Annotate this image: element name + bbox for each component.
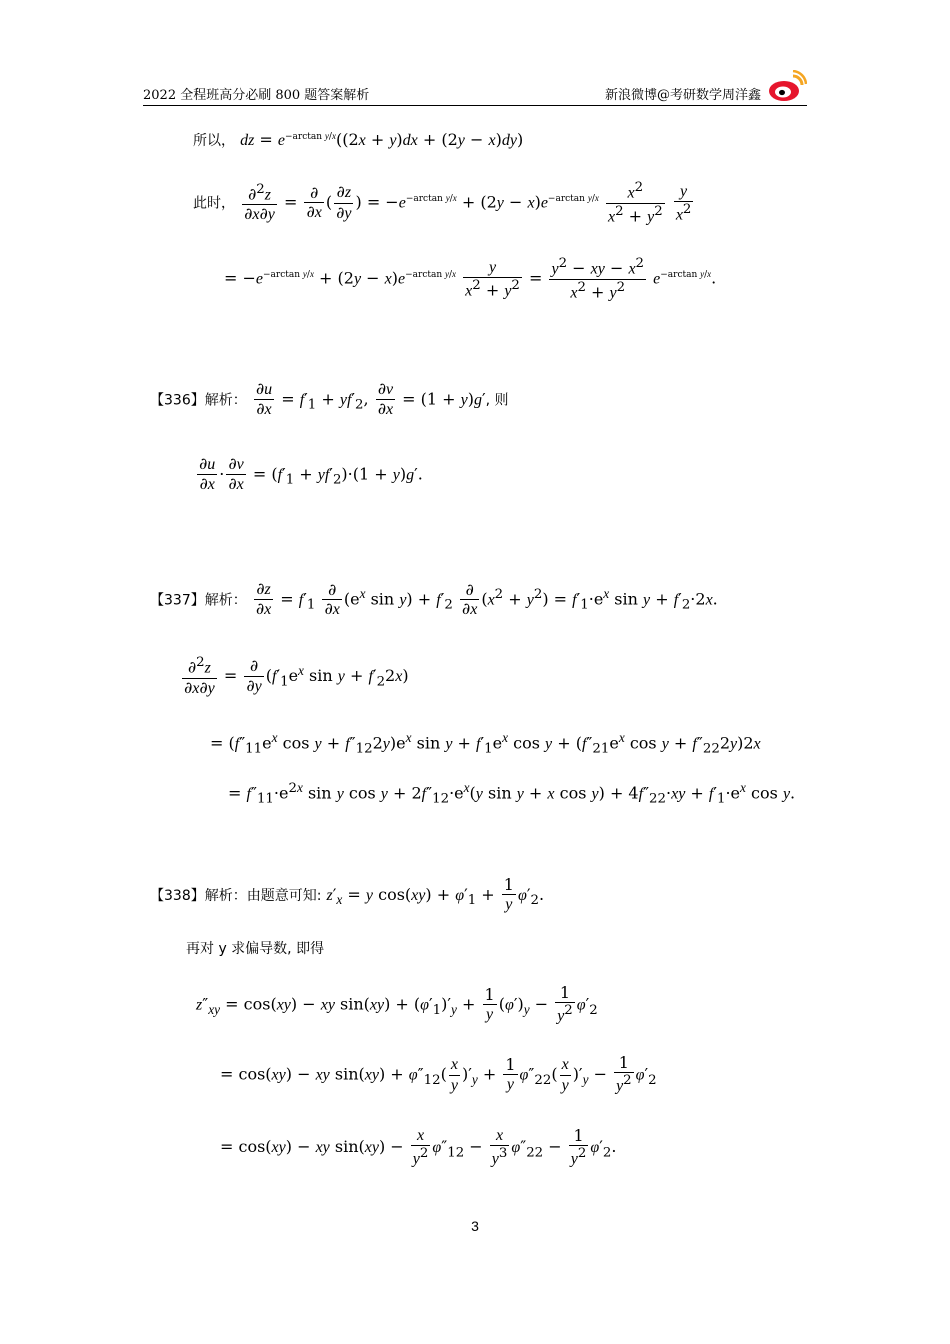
problem-338-label: 【338】解析：由题意可知: — [150, 887, 322, 904]
problem-338-line1: 【338】解析：由题意可知: $z'_x = y$ $\cos(xy) + \varphi'_1$ + $\frac{1}{y}$ $\varphi'_2$. — [150, 875, 545, 914]
header-title: 2022 全程班高分必刷 800 题答案解析 — [143, 88, 370, 103]
problem-337-line1: 【337】解析： $\frac{\partial z}{\partial x}$ = $f'_1$ $\frac{\partial}{\partial x}$ ($e^x$ $\sin y) + f'_2$ $\frac{\partial}{\partial x}$ $(x^2 + y^2) = f'_1\cdot e^x$ $\sin y + f'_2\cdot 2x$. — [150, 579, 718, 619]
problem-337-line4: = $f''_{11}\cdot e^{2x}$ sin y $\cos y + 2f''_{12}\cdot e^x(y$ sin y + x $\cos y) + 4f''_{22}\cdot xy + f'_1\cdot e^x$ cos y. — [228, 780, 796, 807]
problem-337-line2: $\frac{\partial^2z}{\partial x\partial y}$ = $\frac{\partial}{\partial y}$ ($f'_1e^x$ $\sin y + f'_22x$) — [184, 655, 409, 697]
eq-335-second-derivative: 此时， $\frac{\partial^2z}{\partial x\partial y}$ = $\frac{\partial}{\partial x}$ ( $\frac{\partial z}{\partial y}$ ) = $-e^{-arctan y/x} + (2y - x)e^{-arctan y/x}$ $\frac{x^2}{x^2 + y^2}$ $\frac{y}{x^2}$ — [193, 180, 692, 226]
problem-338-line2: $z''_{xy} = \cos(xy)$ − xy $\sin(xy) + (\varphi'_1)'_y$ + $\frac{1}{y}$ $(\varphi')_y$ − $\frac{1}{y^2}$ $\varphi'_2$ — [196, 983, 598, 1025]
page-header — [143, 80, 807, 106]
problem-338-note: 再对 y 求偏导数, 即得 — [186, 941, 325, 957]
page-number: 3 — [471, 1218, 479, 1234]
eq-335-result: = $-e^{-arctan y/x} + (2y - x)e^{-arctan y/x}$ $\frac{y}{x^2 + y^2}$ = $\frac{y^2 - xy - x^2}{x^2 + y^2}$ $e^{-arctan y/x}$. — [224, 256, 717, 302]
problem-336-label: 【336】解析： — [150, 392, 247, 409]
eq-335-dz: 所以， dz = $e^{-arctan y/x}((2x + y)dx + (2y - x)dy)$ — [193, 130, 524, 149]
header-author: 新浪微博@考研数学周洋鑫 — [604, 88, 761, 103]
problem-338-line4: = cos(xy) − xy sin(xy) − $\frac{x}{y^2}$ $\varphi''_{12}$ − $\frac{x}{y^3}$ $\varphi''_{22}$ − $\frac{1}{y^2}$ $\varphi'_2$. — [220, 1125, 617, 1168]
header-rule — [143, 105, 807, 106]
weibo-logo-icon — [767, 70, 807, 104]
problem-338-line3: = cos(xy) − xy $\sin(xy) + \varphi''_{12}$( $\frac{x}{y}$ )$'_y$ + $\frac{1}{y}$ $\varphi''_{22}$( $\frac{x}{y}$ )$'_y$ − $\frac{1}{y^2}$ $\varphi'_2$ — [220, 1053, 657, 1095]
problem-337-line3: = ($f''_{11}e^x$ $\cos y + f''_{12}2y)e^x$ $\sin y + f'_1e^x$ $\cos y + (f''_{21}e^x$ $\cos y + f''_{22}2y)2x$ — [210, 730, 761, 757]
problem-337-label: 【337】解析： — [150, 592, 247, 609]
problem-336-line1: 【336】解析： $\frac{\partial u}{\partial x}$ = $f'_1 + yf'_2$, $\frac{\partial v}{\partial x}$ = (1 + y)g′, 则 — [150, 379, 509, 419]
problem-336-line2: $\frac{\partial u}{\partial x}$ · $\frac{\partial v}{\partial x}$ = $(f'_1 + yf'_2)\cdot(1 + y)g'$. — [199, 454, 423, 494]
